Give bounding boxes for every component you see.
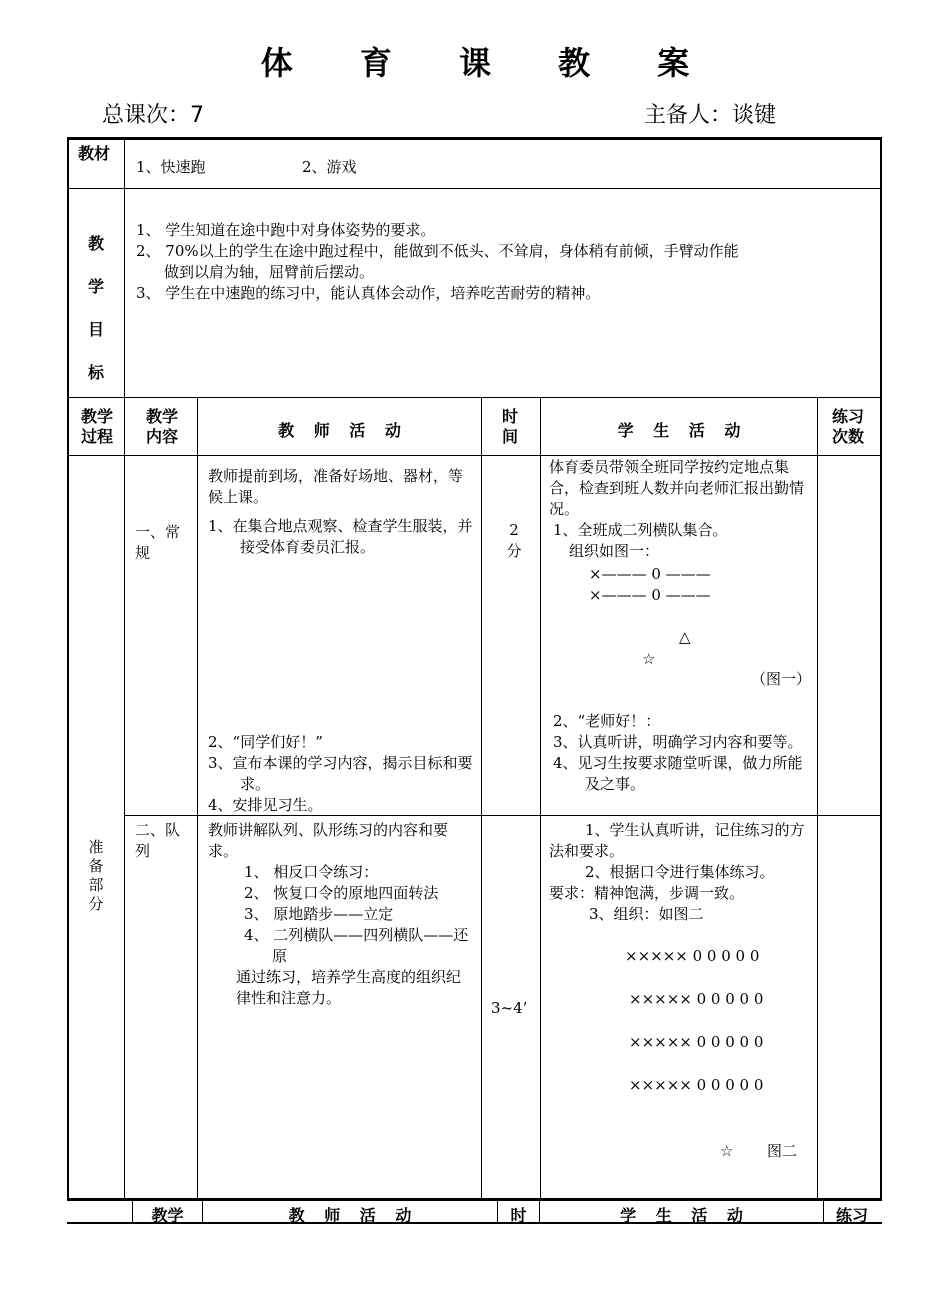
page-title: 体 育 课 教 案 xyxy=(260,44,718,82)
formation-student-activities xyxy=(549,820,811,925)
formation-time: 3~4’ xyxy=(491,999,528,1017)
footer-header-content: 教学 xyxy=(151,1206,184,1225)
student-text: 4、见习生按要求随堂听课，做力所能及之事。 xyxy=(553,754,803,793)
header-practice: 练习次数 xyxy=(831,407,864,446)
teacher-text: 3、宣布本课的学习内容，揭示目标和要求。 xyxy=(208,754,473,793)
student-text: 2、根据口令进行集体练习。 xyxy=(585,863,775,881)
objectives-label: 教学目标 xyxy=(87,234,104,382)
teacher-text: 1、在集合地点观察、检查学生服装，并接受体育委员汇报。 xyxy=(208,517,473,556)
routine-time: 2分 xyxy=(506,521,522,560)
student-text: 1、学生认真听讲，记住练习的方法和要求。 xyxy=(549,821,805,860)
material-item-1: 1、快速跑 xyxy=(136,158,206,176)
header-time: 时间 xyxy=(501,407,518,446)
footer-header-time: 时 xyxy=(510,1206,527,1225)
star-icon: ☆ xyxy=(720,1142,734,1160)
student-text: 要求：精神饱满，步调一致。 xyxy=(549,884,745,902)
student-text: 2、“老师好！： xyxy=(553,712,661,730)
teacher-text: 4、安排见习生。 xyxy=(208,796,323,814)
teacher-text: 教师讲解队列、队形练习的内容和要求。 xyxy=(208,821,449,860)
footer-header-practice: 练习 xyxy=(835,1206,868,1225)
objective-line: 1、 学生知道在途中跑中对身体姿势的要求。 xyxy=(136,221,436,239)
formation-grid xyxy=(549,946,811,1096)
materials-label: 教材 xyxy=(78,144,111,163)
teacher-text: 1、 相反口令练习： xyxy=(244,863,379,881)
figure-row: ×——— 0 ——— xyxy=(589,565,711,583)
header-process: 教学过程 xyxy=(80,407,113,446)
routine-teacher-activities-2 xyxy=(208,732,474,816)
header-content: 教学内容 xyxy=(145,407,178,446)
teacher-text: 2、 恢复口令的原地四面转法 xyxy=(244,884,439,902)
teacher-text: 4、 二列横队——四列横队——还原 xyxy=(244,926,469,965)
figure-row: ×——— 0 ——— xyxy=(589,586,711,604)
header-student: 学 生 活 动 xyxy=(617,421,741,440)
objectives-text xyxy=(136,220,874,304)
triangle-icon: △ xyxy=(679,628,691,646)
author: 主备人：谈键 xyxy=(644,103,777,128)
grid-row: ××××× 0 0 0 0 0 xyxy=(629,1033,764,1051)
student-text: 体育委员带领全班同学按约定地点集合，检查到班人数并向老师汇报出勤情况。 xyxy=(549,458,805,518)
lesson-count: 总课次：7 xyxy=(102,103,204,128)
grid-row: ××××× 0 0 0 0 0 xyxy=(629,1076,764,1094)
teacher-text: 2、“同学们好！” xyxy=(208,733,323,751)
header-teacher: 教 师 活 动 xyxy=(278,421,401,440)
figure-label: 图二 xyxy=(767,1142,798,1160)
teacher-text: 通过练习，培养学生高度的组织纪律性和注意力。 xyxy=(236,968,462,1007)
objective-line: 做到以肩为轴，屈臂前后摆动。 xyxy=(164,263,375,281)
routine-teacher-activities xyxy=(208,466,474,558)
student-text: 组织如图一： xyxy=(569,542,660,560)
teacher-text: 3、 原地踏步——立定 xyxy=(244,905,394,923)
figure-label: （图一） xyxy=(750,670,811,688)
star-icon: ☆ xyxy=(642,650,656,668)
objective-line: 3、 学生在中速跑的练习中，能认真体会动作，培养吃苦耐劳的精神。 xyxy=(136,284,601,302)
student-text: 3、认真听讲，明确学习内容和要等。 xyxy=(553,733,803,751)
material-item-2: 2、游戏 xyxy=(302,158,357,176)
objective-line: 2、 70%以上的学生在途中跑过程中，能做到不低头、不耸肩，身体稍有前倾，手臂动作能 xyxy=(136,242,739,260)
footer-header-student: 学 生 活 动 xyxy=(620,1206,743,1225)
grid-row: ××××× 0 0 0 0 0 xyxy=(625,947,760,965)
teacher-text: 教师提前到场，准备好场地、器材，等候上课。 xyxy=(208,467,464,506)
routine-student-activities xyxy=(549,457,811,562)
formation-teacher-activities xyxy=(208,820,474,1009)
formation-content: 二、队列 xyxy=(135,821,181,860)
routine-student-activities-2 xyxy=(549,711,811,795)
student-text: 1、全班成二列横队集合。 xyxy=(553,521,728,539)
routine-content: 一、常规 xyxy=(135,523,181,562)
section-label: 准备部分 xyxy=(88,838,104,913)
grid-row: ××××× 0 0 0 0 0 xyxy=(629,990,764,1008)
footer-header-teacher: 教 师 活 动 xyxy=(288,1206,412,1225)
student-text: 3、组织：如图二 xyxy=(589,905,704,923)
